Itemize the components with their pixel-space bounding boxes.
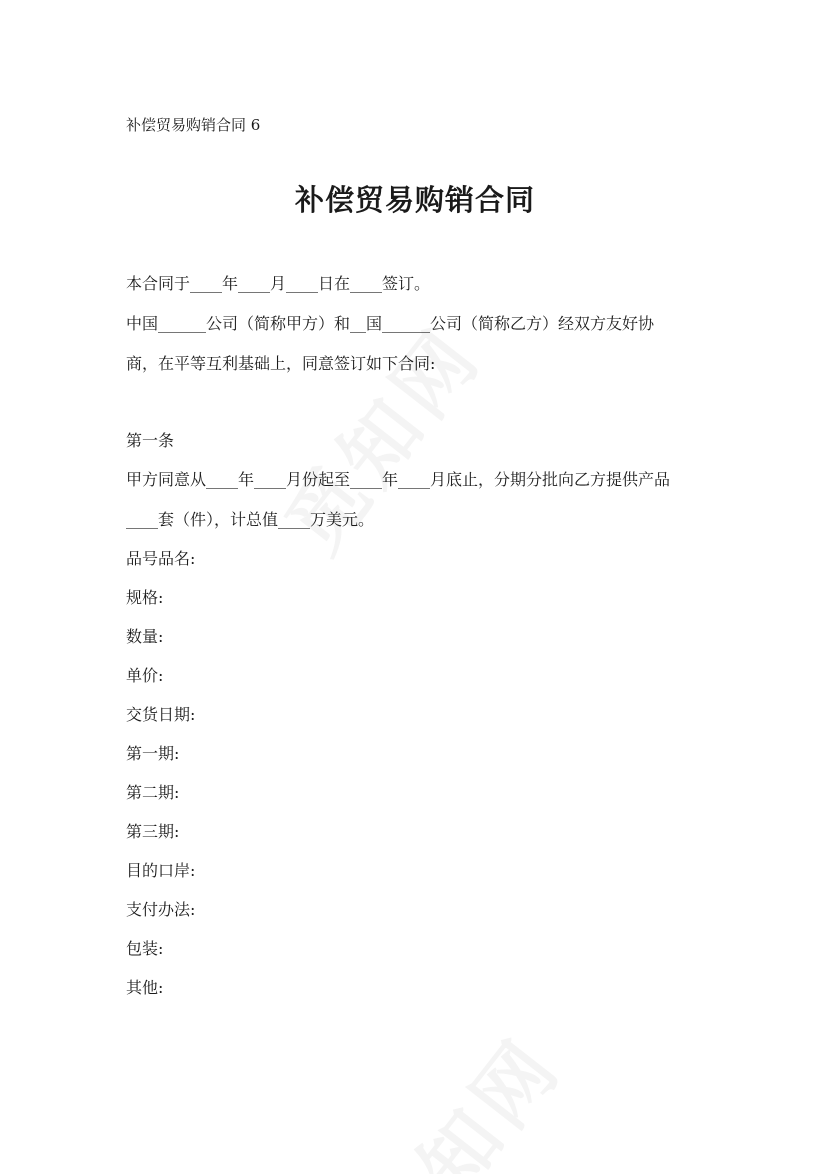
watermark [255, 300, 502, 572]
field-label: 单价: [126, 666, 164, 685]
watermark [335, 1010, 582, 1174]
paragraph-line: 甲方同意从____年____月份起至____年____月底止，分期分批向乙方提供产品 [126, 470, 671, 489]
field-label: 其他: [126, 978, 164, 997]
field-label: 第二期: [126, 783, 180, 802]
field-label: 第一期: [126, 744, 180, 763]
field-label: 第三期: [126, 822, 180, 841]
field-label: 规格: [126, 588, 164, 607]
document-header: 补偿贸易购销合同 6 [126, 116, 261, 134]
paragraph-line: 本合同于____年____月____日在____签订。 [126, 274, 431, 293]
paragraph-line: 商，在平等互利基础上，同意签订如下合同: [126, 354, 436, 373]
paragraph-line: 中国______公司（简称甲方）和__国______公司（简称乙方）经双方友好协 [126, 314, 655, 333]
field-label: 交货日期: [126, 705, 196, 724]
field-label: 包装: [126, 939, 164, 958]
section-heading: 第一条 [126, 431, 175, 450]
field-label: 数量: [126, 627, 164, 646]
paragraph-line: ____套（件），计总值____万美元。 [126, 510, 375, 529]
field-label: 目的口岸: [126, 861, 196, 880]
document-title: 补偿贸易购销合同 [294, 183, 535, 217]
field-label: 品号品名: [126, 549, 196, 568]
field-label: 支付办法: [126, 900, 196, 919]
